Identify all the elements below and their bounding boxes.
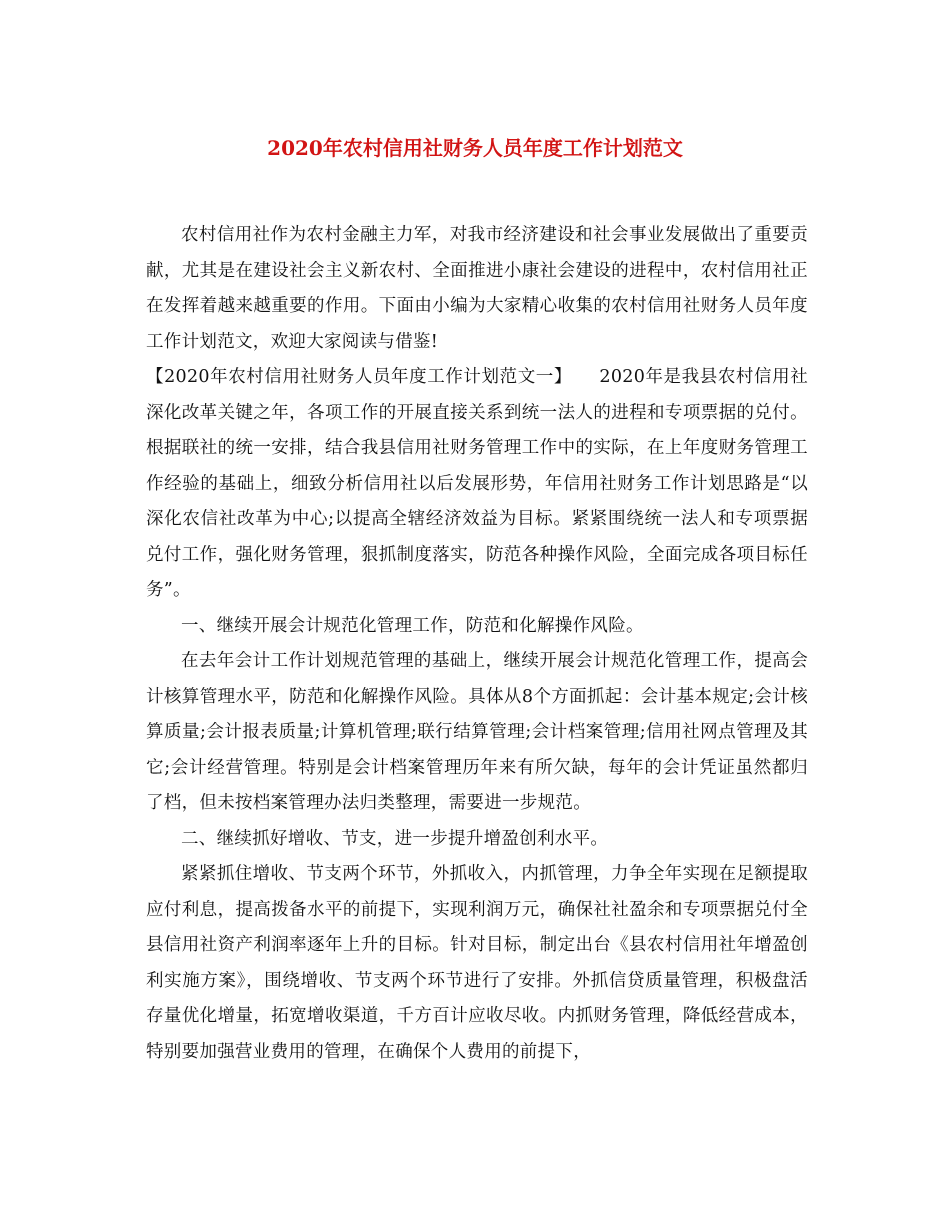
paragraph-plan-one: 【2020年农村信用社财务人员年度工作计划范文一】 2020年是我县农村信用社深化改革关键之年，各项工作的开展直接关系到统一法人的进程和专项票据的兑付。根据联社的统一安排，结合我县信用社财务管理工作中的实际，在上年度财务管理工作经验的基础上，细致分析信用社以后发展形势，年信用社财务工作计划思路是“以深化农信社改革为中心;以提高全辖经济效益为目标。紧紧围绕统一法人和专项票据兑付工作，强化财务管理，狠抓制度落实，防范各种操作风险，全面完成各项目标任务”。	[146, 367, 808, 600]
paragraph-intro: 农村信用社作为农村金融主力军，对我市经济建设和社会事业发展做出了重要贡献，尤其是在建设社会主义新农村、全面推进小康社会建设的进程中，农村信用社正在发挥着越来越重要的作用。下面由小编为大家精心收集的农村信用社财务人员年度工作计划范文，欢迎大家阅读与借鉴!	[146, 225, 808, 352]
section-heading-two: 二、继续抓好增收、节支，进一步提升增盈创利水平。	[181, 828, 609, 849]
paragraph-section-one: 在去年会计工作计划规范管理的基础上，继续开展会计规范化管理工作，提高会计核算管理水平，防范和化解操作风险。具体从8个方面抓起：会计基本规定;会计核算质量;会计报表质量;计算机管理;联行结算管理;会计档案管理;信用社网点管理及其它;会计经营管理。特别是会计档案管理历年来有所欠缺，每年的会计凭证虽然都归了档，但未按档案管理办法归类整理，需要进一步规范。	[146, 651, 808, 813]
document-title: 2020年农村信用社财务人员年度工作计划范文	[267, 136, 683, 160]
paragraph-section-two: 紧紧抓住增收、节支两个环节，外抓收入，内抓管理，力争全年实现在足额提取应付利息，提高拨备水平的前提下，实现利润万元，确保社社盈余和专项票据兑付全县信用社资产利润率逐年上升的目标。针对目标，制定出台《县农村信用社年增盈创利实施方案》，围绕增收、节支两个环节进行了安排。外抓信贷质量管理，积极盘活存量优化增量，拓宽增收渠道，千方百计应收尽收。内抓财务管理，降低经营成本，特别要加强营业费用的管理，在确保个人费用的前提下，	[146, 864, 808, 1062]
document-body	[146, 218, 808, 1070]
section-heading-one: 一、继续开展会计规范化管理工作，防范和化解操作风险。	[181, 615, 644, 636]
